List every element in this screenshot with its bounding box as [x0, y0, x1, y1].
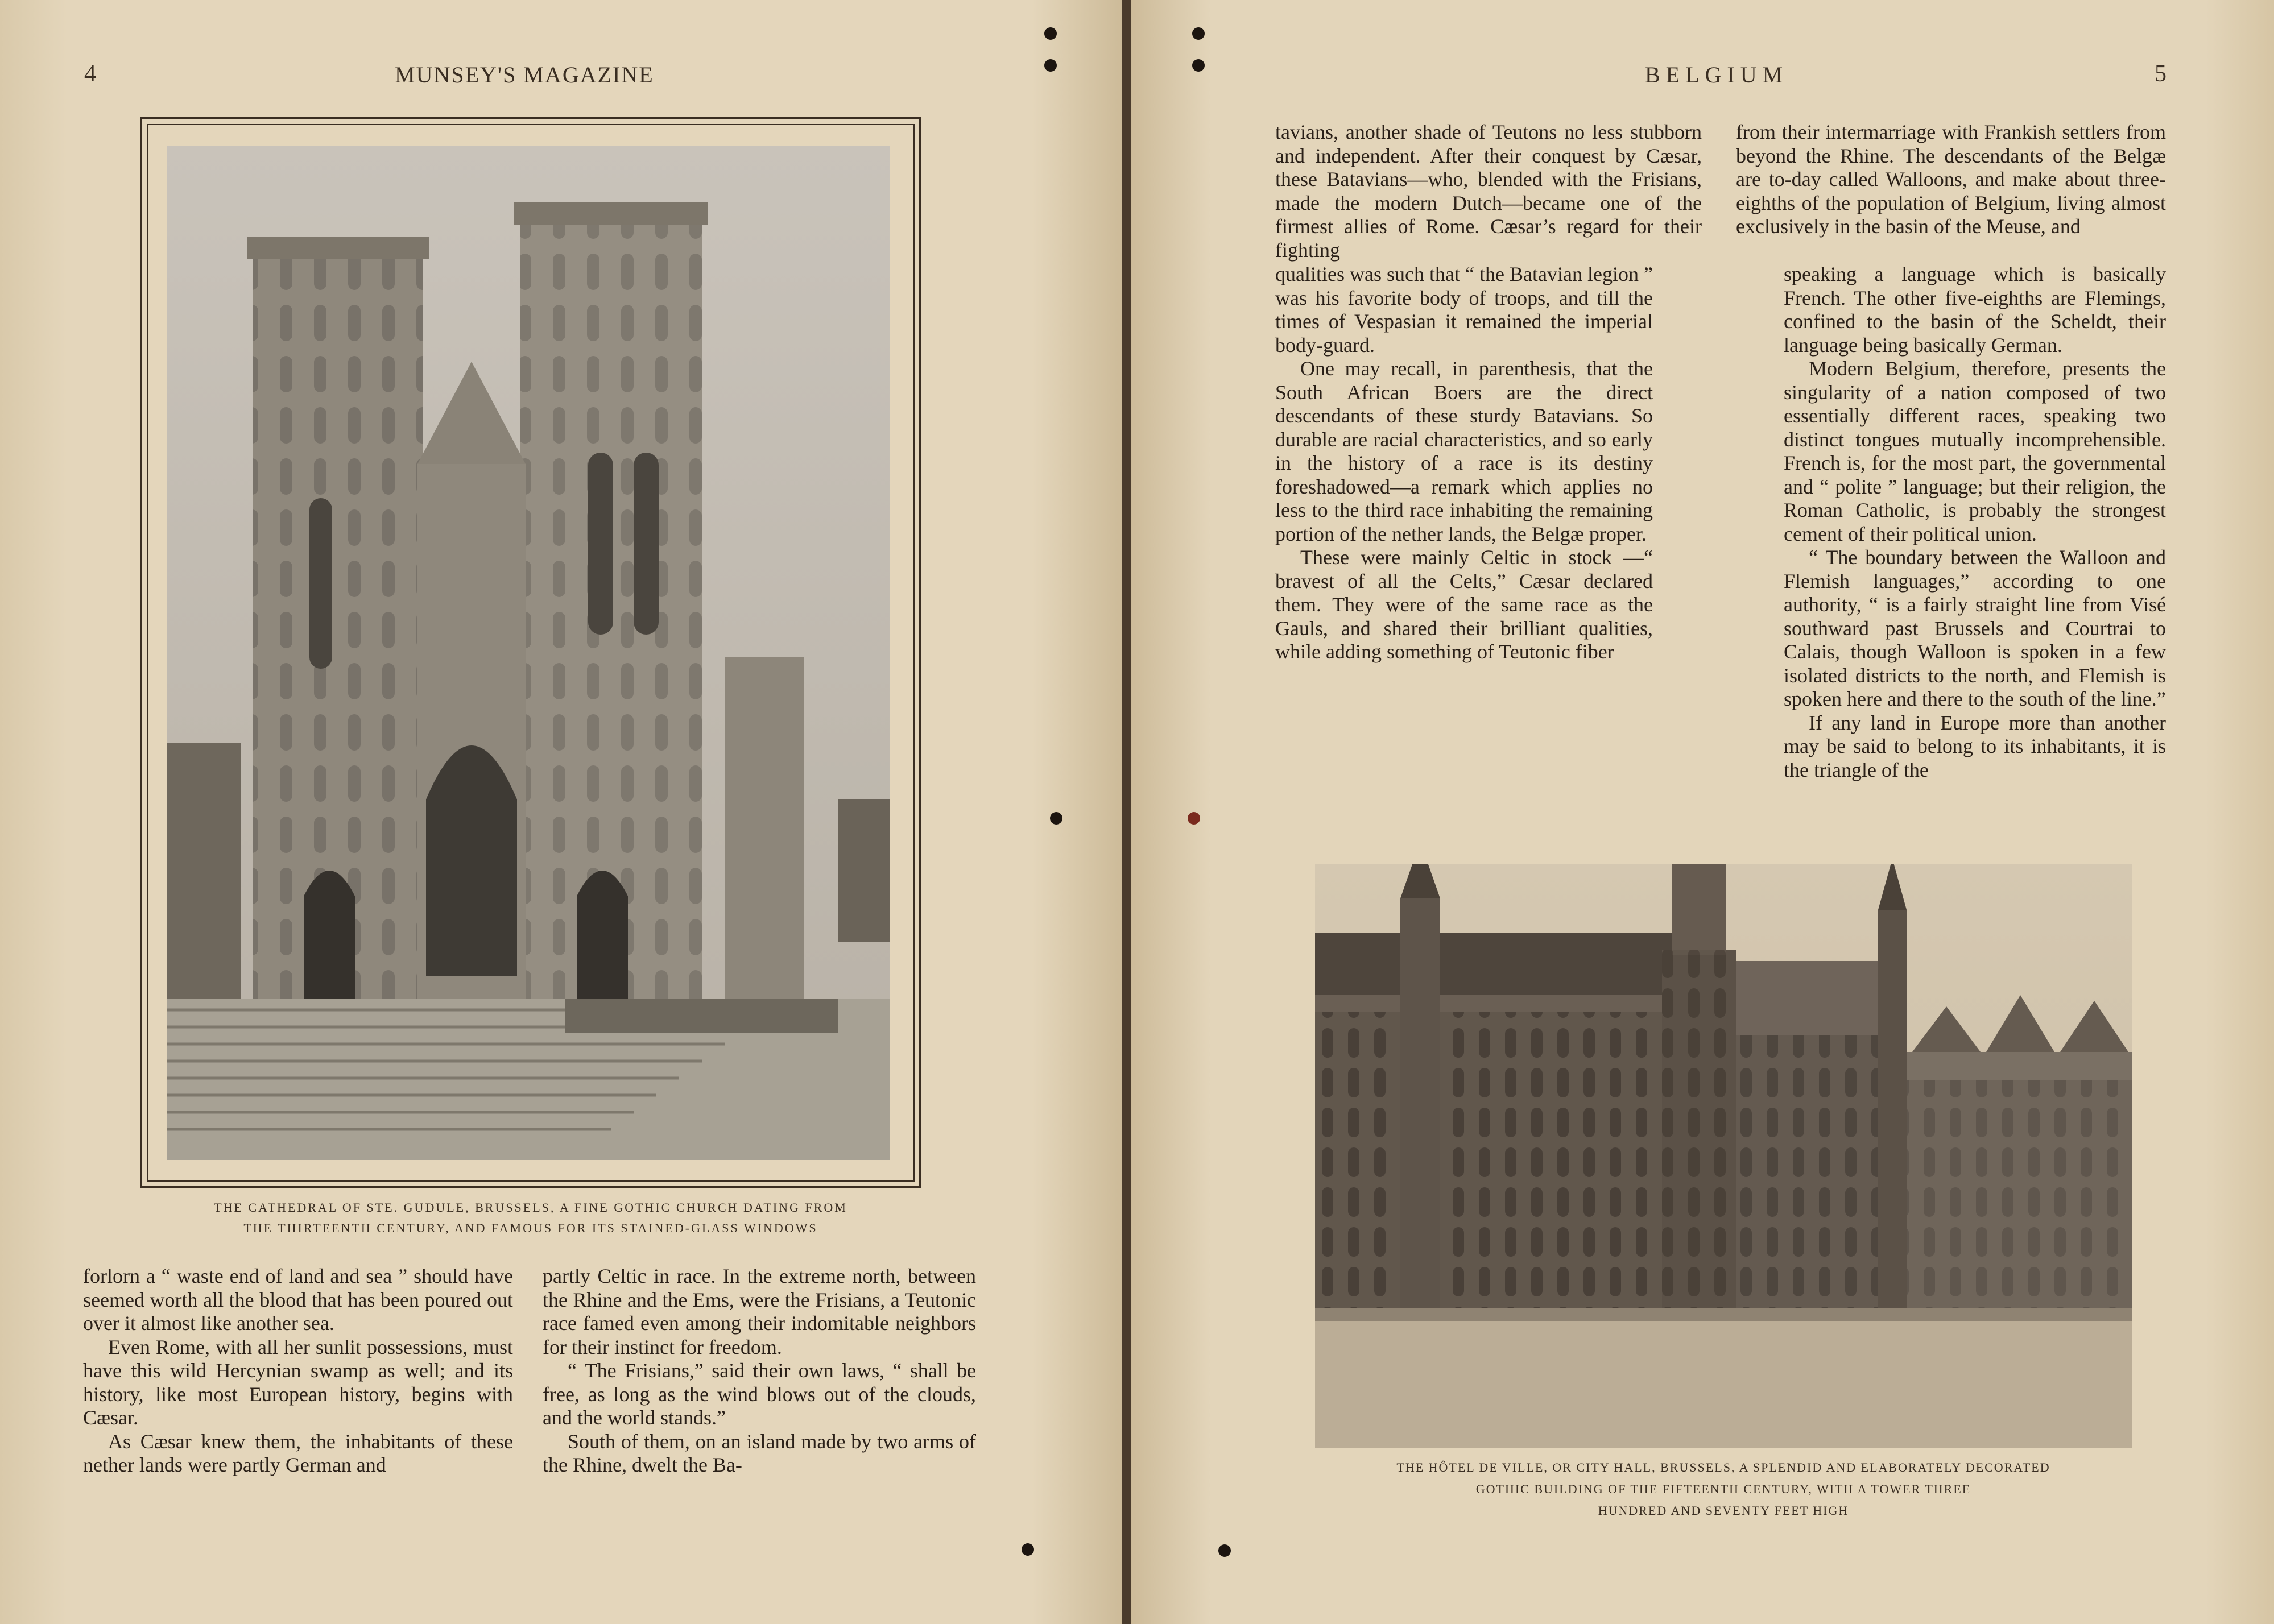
left-page [0, 0, 1122, 1624]
page-number-right: 5 [2155, 61, 2166, 87]
paragraph: Even Rome, with all her sunlit possessions, must have this wild Hercynian swamp as well; and its history, like most European history, begins with Cæsar. [83, 1335, 513, 1429]
paragraph: partly Celtic in race. In the extreme north, between the Rhine and the Ems, were the Frisians, a Teutonic race famed even among their indomitable neighbors for their instinct for freedom. [543, 1265, 976, 1358]
paragraph: speaking a language which is basically French. The other five-eighths are Flemings, confined to the basin of the Scheldt, their language being basically German. [1784, 263, 2166, 357]
paragraph: tavians, another shade of Teutons no less stubborn and independent. After their conquest by Cæsar, these Batavians—who, blended with the Frisians, made the modern Dutch—became one of the firmest allies of Rome. Cæsar’s regard for their fighting [1275, 121, 1702, 262]
paragraph: Modern Belgium, therefore, presents the singularity of a nation composed of two essentially different races, speaking two distinct tongues mutually incomprehensible. French is, for the most part, the governmental and “ polite ” language; but their religion, the Roman Catholic, is probably the strongest cement of their political union. [1784, 357, 2166, 545]
right-column-1-top [1275, 121, 1702, 262]
binding-hole [1050, 812, 1062, 825]
right-column-2-top [1736, 121, 2166, 239]
paragraph: As Cæsar knew them, the inhabitants of these nether lands were partly German and [83, 1430, 513, 1476]
paragraph: “ The Frisians,” said their own laws, “ shall be free, as long as the wind blows out of the clouds, and the world stands.” [543, 1359, 976, 1429]
binding-hole [1218, 1544, 1231, 1557]
cathedral-caption-line: THE THIRTEENTH CENTURY, AND FAMOUS FOR ITS STAINED-GLASS WINDOWS [243, 1221, 818, 1235]
right-page [1131, 0, 2274, 1624]
paragraph: “ The boundary between the Walloon and Flemish languages,” according to one authority, “ is a fairly straight line from Visé southward past Brussels and Courtrai to Calais, though Walloon is spoken in a few isolated districts to the north, and Flemish is spoken here and there to the south of the line.” [1784, 546, 2166, 710]
right-column-2-narrow [1784, 263, 2166, 782]
book-gutter [1122, 0, 1131, 1624]
city-hall-caption-line: HUNDRED AND SEVENTY FEET HIGH [1598, 1503, 1849, 1518]
running-head-right: BELGIUM [1645, 62, 1789, 88]
binding-hole [1188, 812, 1200, 825]
paragraph: One may recall, in parenthesis, that the South African Boers are the direct descendants of these sturdy Batavians. So durable are racial characteristics, and so early in the history of a race is its destiny foreshadowed—a remark which applies no less to the third race inhabiting the remaining portion of the nether lands, the Belgæ proper. [1275, 357, 1653, 545]
cathedral-photo [167, 146, 890, 1160]
binding-hole [1192, 27, 1205, 40]
paragraph: from their intermarriage with Frankish settlers from beyond the Rhine. The descendants of the Belgæ are to-day called Walloons, and make about three-eighths of the population of Belgium, living almost exclusively in the basin of the Meuse, and [1736, 121, 2166, 238]
city-hall-caption-line: GOTHIC BUILDING OF THE FIFTEENTH CENTURY, WITH A TOWER THREE [1475, 1482, 1971, 1496]
paragraph: qualities was such that “ the Batavian legion ” was his favorite body of troops, and till the times of Vespasian it remained the imperial body-guard. [1275, 263, 1653, 357]
page-number-left: 4 [84, 61, 96, 87]
binding-hole [1022, 1543, 1034, 1556]
left-column-1 [83, 1265, 513, 1477]
binding-hole [1192, 59, 1205, 72]
city-hall-caption-line: THE HÔTEL DE VILLE, OR CITY HALL, BRUSSELS, A SPLENDID AND ELABORATELY DECORATED [1396, 1460, 2050, 1474]
city-hall-caption [1275, 1457, 2172, 1522]
cathedral-caption [140, 1198, 921, 1238]
paragraph: If any land in Europe more than another may be said to belong to its inhabitants, it is the triangle of the [1784, 711, 2166, 781]
paragraph: South of them, on an island made by two arms of the Rhine, dwelt the Ba- [543, 1430, 976, 1476]
right-column-1-narrow [1275, 263, 1653, 664]
running-head-left: MUNSEY'S MAGAZINE [395, 62, 654, 88]
paragraph: These were mainly Celtic in stock —“ bravest of all the Celts,” Cæsar declared them. They were of the same race as the Gauls, and shared their brilliant qualities, while adding something of Teutonic fiber [1275, 546, 1653, 663]
city-hall-photo [1315, 864, 2132, 1448]
left-column-2 [543, 1265, 976, 1477]
binding-hole [1044, 59, 1057, 72]
paragraph: forlorn a “ waste end of land and sea ” should have seemed worth all the blood that has been poured out over it almost like another sea. [83, 1265, 513, 1335]
binding-hole [1044, 27, 1057, 40]
cathedral-caption-line: THE CATHEDRAL OF STE. GUDULE, BRUSSELS, A FINE GOTHIC CHURCH DATING FROM [214, 1200, 847, 1215]
